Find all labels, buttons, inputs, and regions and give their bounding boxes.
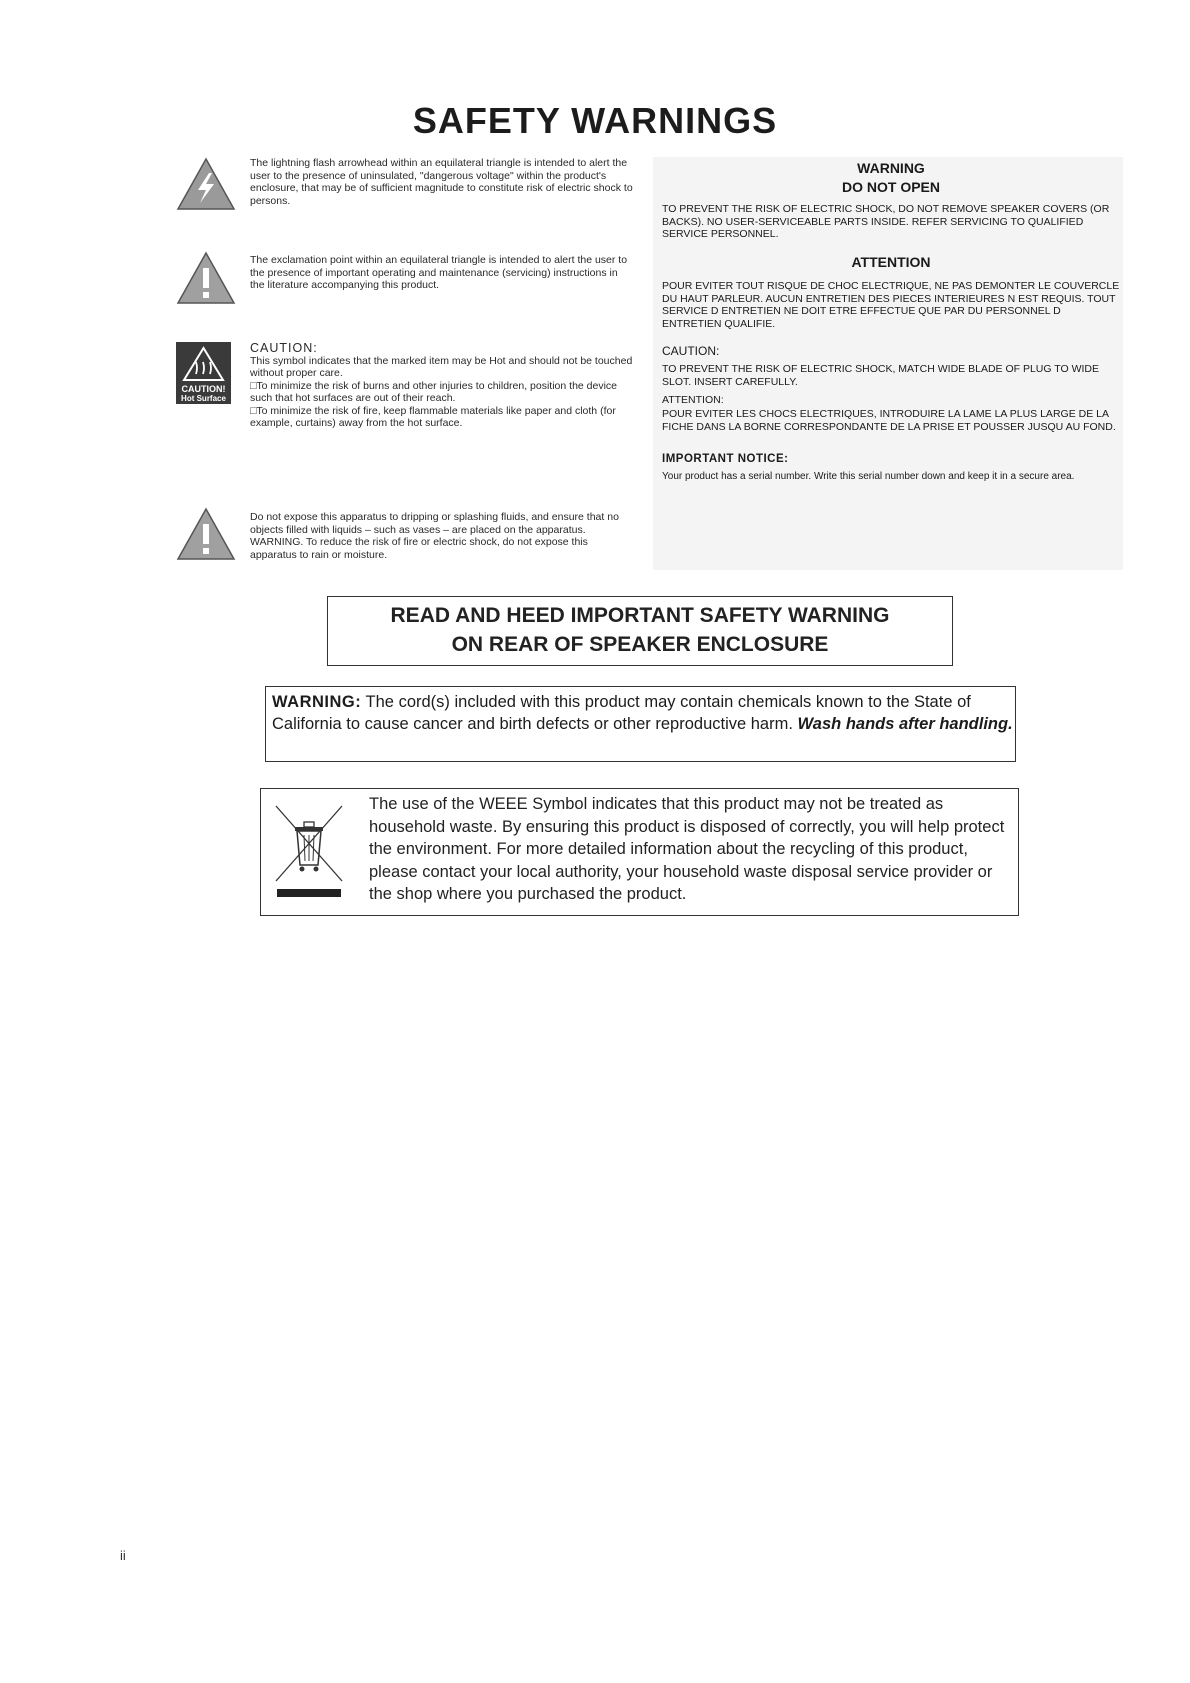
- right-attention-label: ATTENTION:: [662, 394, 724, 406]
- attention-body: POUR EVITER TOUT RISQUE DE CHOC ELECTRIQUE, NE PAS DEMONTER LE COUVERCLE DU HAUT PARLEUR. AUCUN ENTRETIEN DES PIECES INTERIEURES N EST REQUIS. TOUT SERVICE D ENTRETIEN NE DOIT ETRE EFFECTUE QUE PAR DU PERSONNEL D ENTRETIEN QUALIFIE.: [662, 280, 1120, 330]
- prop65-emphasis: Wash hands after handling.: [797, 715, 1013, 733]
- exclamation-description: The exclamation point within an equilateral triangle is intended to alert the user to the presence of important operating and maintenance (servicing) instructions in the literature accompanying this product.: [250, 254, 628, 291]
- lightning-description: The lightning flash arrowhead within an equilateral triangle is intended to alert the user to the presence of uninsulated, "dangerous voltage" within the product's enclosure, that may be of sufficient magnitude to constitute risk of electric shock to persons.: [250, 157, 633, 207]
- caution-icon-text-2: Hot Surface: [181, 394, 226, 403]
- hot-surface-caution-icon: [176, 342, 231, 404]
- page-title: SAFETY WARNINGS: [412, 100, 778, 141]
- important-notice-heading: IMPORTANT NOTICE:: [662, 453, 789, 465]
- water-description: Do not expose this apparatus to dripping or splashing fluids, and ensure that no objects filled with liquids – such as vases – are placed on the apparatus. WARNING. To reduce the risk of fire or electric shock, do not expose this apparatus to rain or moisture.: [250, 511, 619, 561]
- hot-surface-description: [250, 342, 635, 430]
- attention-heading: ATTENTION: [851, 254, 931, 270]
- lightning-warning-icon: [176, 157, 236, 211]
- read-heed-line-2: ON REAR OF SPEAKER ENCLOSURE: [451, 633, 829, 656]
- caution-icon-text-1: CAUTION!: [181, 384, 226, 394]
- prop65-label: WARNING:: [272, 693, 362, 711]
- page-number: ii: [120, 1548, 126, 1563]
- prop65-warning-box: [265, 686, 1016, 762]
- warning-body: TO PREVENT THE RISK OF ELECTRIC SHOCK, DO NOT REMOVE SPEAKER COVERS (OR BACKS). NO USER-SERVICEABLE PARTS INSIDE. REFER SERVICING TO QUALIFIED SERVICE PERSONNEL.: [662, 203, 1110, 240]
- exclamation-warning-icon: [176, 251, 236, 305]
- right-attention-body: POUR EVITER LES CHOCS ELECTRIQUES, INTRODUIRE LA LAME LA PLUS LARGE DE LA FICHE DANS LA BORNE CORRESPONDANTE DE LA PRISE ET POUSSER JUSQU AU FOND.: [662, 408, 1116, 433]
- read-heed-line-1: READ AND HEED IMPORTANT SAFETY WARNING: [390, 604, 890, 627]
- weee-box: [260, 788, 1019, 916]
- prop65-body: The cord(s) included with this product may contain chemicals known to the State of California to cause cancer and birth defects or other reproductive harm.: [272, 693, 971, 733]
- do-not-open-heading: DO NOT OPEN: [841, 179, 940, 195]
- caution-line-1: This symbol indicates that the marked item may be Hot and should not be touched without proper care.: [250, 354, 633, 379]
- weee-description: The use of the WEEE Symbol indicates that this product may not be treated as household waste. By ensuring this product is disposed of correctly, you will help protect the environment. For more detailed information about the recycling of this product, please contact your local authority, your household waste disposal service provider or the shop where you purchased the product.: [369, 795, 1005, 903]
- caution-line-2: □To minimize the risk of burns and other injuries to children, position the device such that hot surfaces are out of their reach.: [250, 379, 618, 404]
- weee-crossed-bin-icon: [273, 803, 345, 899]
- caution-heading: CAUTION:: [250, 341, 318, 355]
- warning-heading: WARNING: [857, 160, 925, 176]
- water-warning-icon: [176, 507, 236, 561]
- caution-line-3: □To minimize the risk of fire, keep flammable materials like paper and cloth (for example, curtains) away from the hot surface.: [250, 404, 616, 429]
- right-caution-body: TO PREVENT THE RISK OF ELECTRIC SHOCK, MATCH WIDE BLADE OF PLUG TO WIDE SLOT. INSERT CAREFULLY.: [662, 363, 1099, 388]
- right-caution-label: CAUTION:: [662, 344, 720, 358]
- important-notice-body: Your product has a serial number. Write this serial number down and keep it in a secure area.: [662, 471, 1075, 482]
- read-heed-box: [327, 596, 953, 666]
